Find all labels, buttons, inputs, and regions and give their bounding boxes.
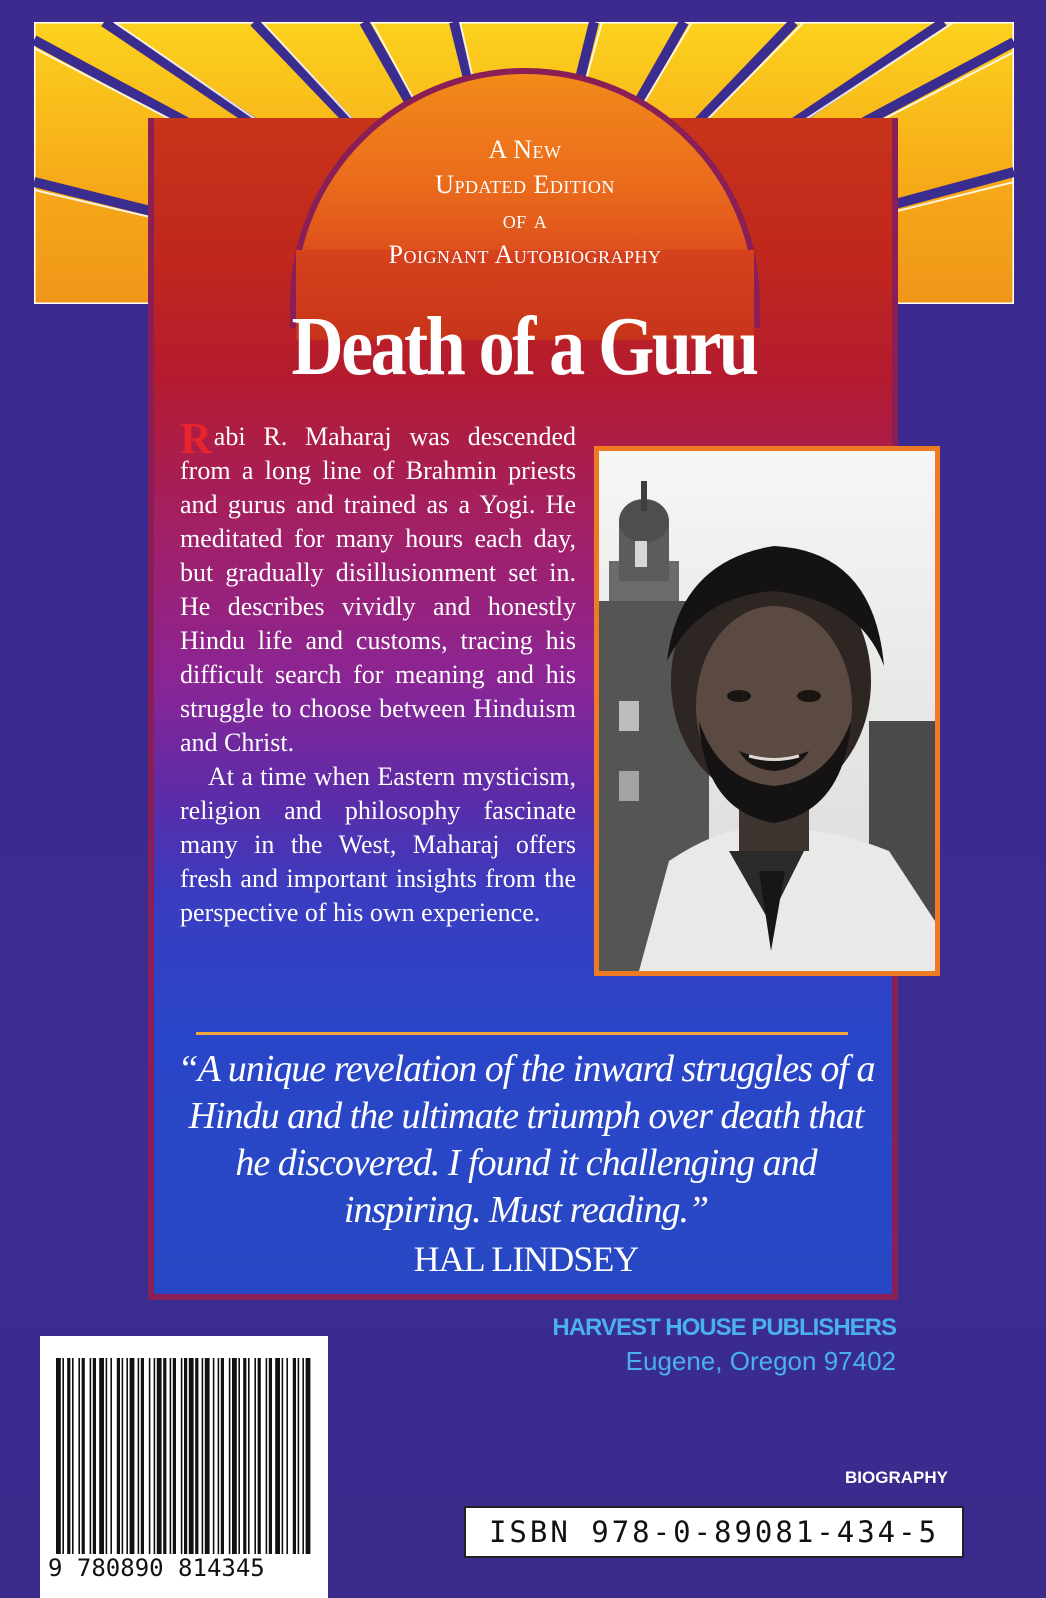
barcode-bar	[213, 1358, 215, 1556]
barcode-bar	[149, 1358, 151, 1556]
barcode-bar	[218, 1358, 220, 1556]
barcode-bar	[138, 1358, 140, 1556]
barcode-bar	[298, 1358, 300, 1556]
publisher-name: HARVEST HOUSE PUBLISHERS	[552, 1314, 896, 1341]
tagline-line: of a	[502, 205, 548, 234]
blurb-paragraph-1: abi R. Maharaj was descended from a long line of Brahmin priests and gurus and trained as a Yogi. He meditated for many hours each day, but gradually disillusionment set in. He describes vividly and honestly Hindu life and customs, tracing his difficult search for meaning and his struggle to choose between Hinduism and Christ.	[180, 422, 576, 757]
barcode-bar	[221, 1358, 224, 1556]
barcode-bar	[122, 1358, 124, 1556]
barcode-bar	[130, 1358, 135, 1556]
barcode-bar	[170, 1358, 172, 1556]
category-label: BIOGRAPHY	[845, 1468, 948, 1487]
blurb-paragraph-2: At a time when Eastern mysticism, religion and philosophy fascinate many in the West, Maharaj offers fresh and important insights from the perspective of his own experience.	[180, 762, 576, 927]
barcode-bar	[78, 1358, 80, 1556]
barcode-bar	[117, 1358, 120, 1556]
barcode-bar	[82, 1358, 85, 1556]
barcode	[40, 1336, 328, 1598]
barcode-bar	[293, 1358, 296, 1556]
barcode-bar	[154, 1358, 156, 1556]
barcode-bar	[302, 1358, 304, 1556]
drop-cap: R	[180, 414, 212, 463]
barcode-bar	[269, 1358, 272, 1556]
barcode-bar	[266, 1358, 268, 1556]
publisher-city: Eugene, Oregon 97402	[625, 1346, 896, 1376]
tagline-line: Poignant Autobiography	[388, 240, 662, 269]
publisher-block	[552, 1314, 896, 1377]
barcode-bar	[184, 1358, 187, 1556]
barcode-bar	[67, 1358, 70, 1556]
divider-rule	[196, 1032, 848, 1035]
barcode-bar	[106, 1358, 108, 1556]
barcode-bar	[238, 1358, 240, 1556]
barcode-bar	[195, 1358, 198, 1556]
edition-tagline	[296, 132, 754, 272]
barcode-bar	[306, 1358, 311, 1556]
barcode-bar	[72, 1358, 74, 1556]
barcode-bar	[141, 1358, 144, 1556]
book-title: Death of a Guru	[291, 300, 757, 393]
barcode-bar	[56, 1358, 61, 1556]
author-portrait-icon	[599, 451, 935, 971]
barcode-bar	[258, 1358, 261, 1556]
barcode-bar	[248, 1358, 250, 1556]
blurb-paragraph	[180, 414, 576, 760]
blurb-text	[180, 414, 576, 930]
endorsement-quote: “A unique revelation of the inward struggles of a Hindu and the ultimate triumph over death that he discovered. I found it challenging and inspiring. Must reading.”	[177, 1048, 875, 1231]
barcode-bar	[157, 1358, 162, 1556]
barcode-digits: 9 780890 814345	[48, 1554, 322, 1582]
barcode-bar	[181, 1358, 183, 1556]
barcode-bar	[173, 1358, 176, 1556]
barcode-bar	[243, 1358, 246, 1556]
barcode-bar	[90, 1358, 92, 1556]
barcode-bar	[254, 1358, 256, 1556]
tagline-line: Updated Edition	[435, 170, 615, 199]
barcode-bar	[93, 1358, 96, 1556]
barcode-bar	[126, 1358, 128, 1556]
barcode-bar	[282, 1358, 284, 1556]
author-portrait	[594, 446, 940, 976]
tagline-line: A New	[488, 135, 562, 164]
barcode-bar	[189, 1358, 194, 1556]
isbn-box: ISBN 978-0-89081-434-5	[464, 1506, 964, 1558]
barcode-bar	[286, 1358, 288, 1556]
quote-author: HAL LINDSEY	[413, 1239, 639, 1279]
barcode-bar	[99, 1358, 104, 1556]
barcode-bar	[110, 1358, 112, 1556]
barcode-bar	[205, 1358, 210, 1556]
barcode-bar	[163, 1358, 166, 1556]
barcode-bar	[202, 1358, 204, 1556]
barcode-bar	[62, 1358, 64, 1556]
barcode-icon	[50, 1358, 318, 1556]
barcode-bar	[232, 1358, 237, 1556]
barcode-bar	[229, 1358, 231, 1556]
barcode-bar	[275, 1358, 280, 1556]
